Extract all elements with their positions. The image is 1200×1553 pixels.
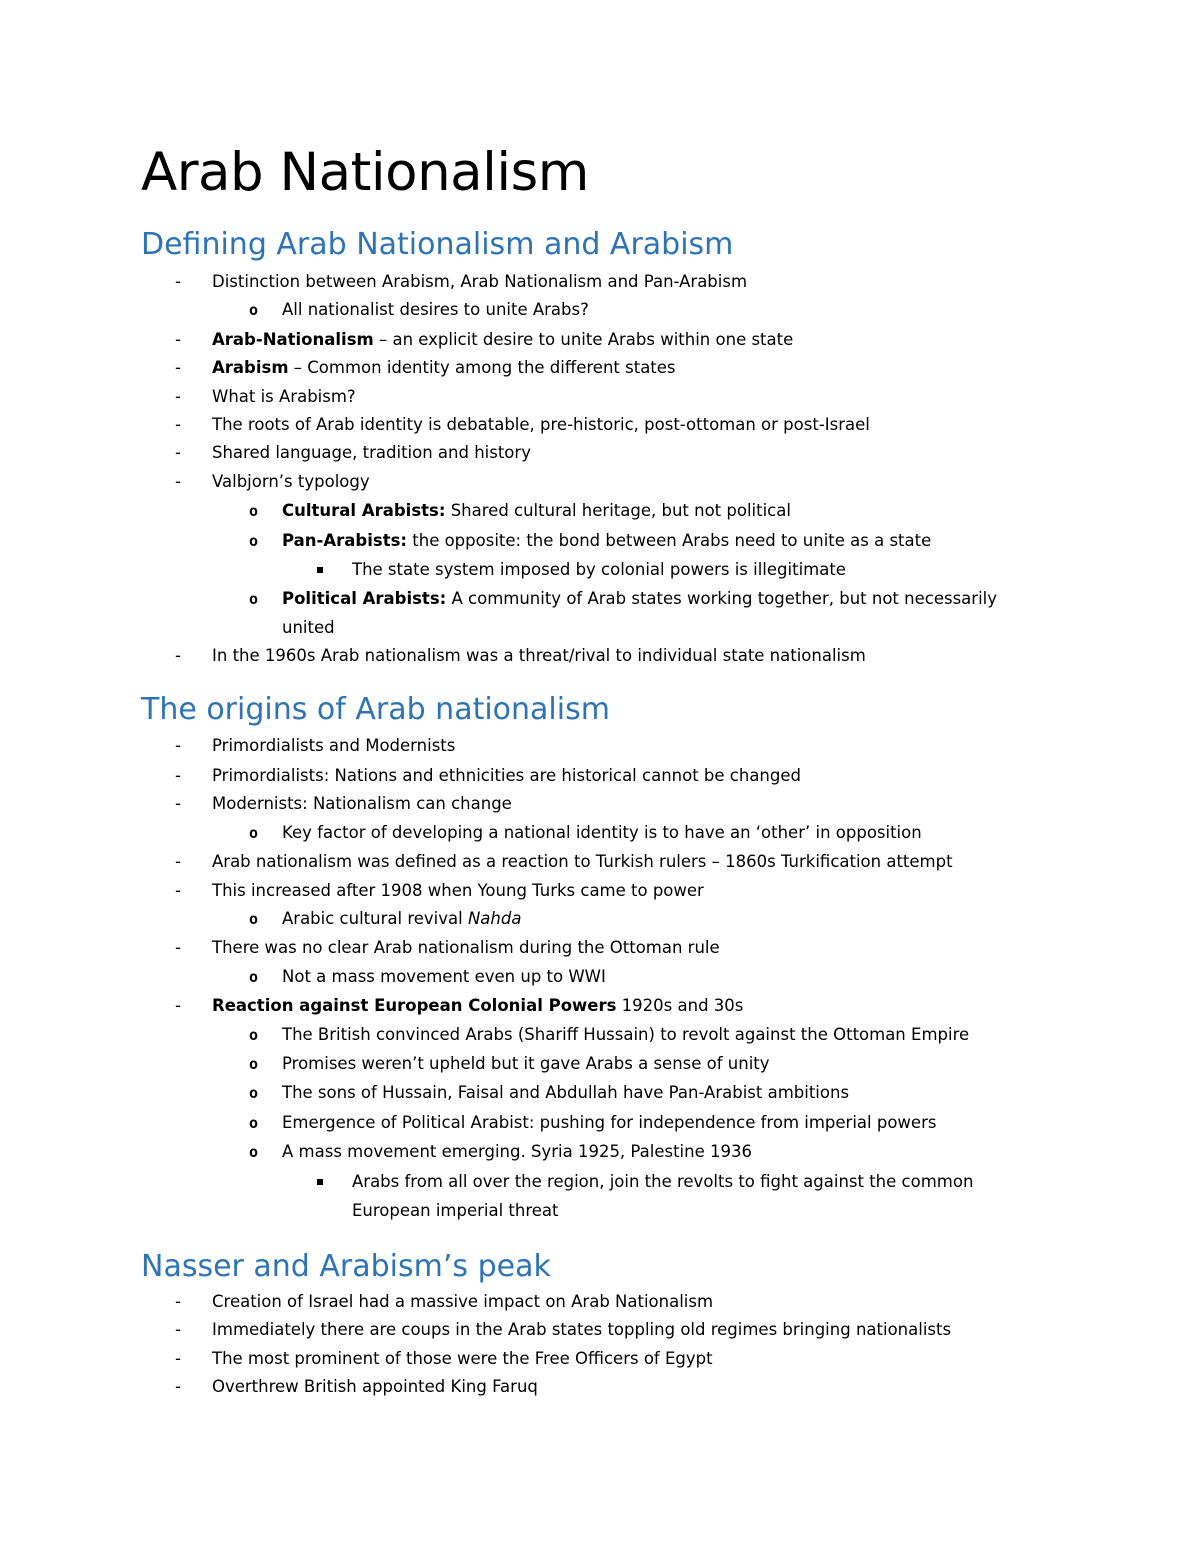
document-title: Arab Nationalism bbox=[141, 142, 589, 203]
circle-bullet: o bbox=[249, 590, 259, 608]
list-item: - Arabism – Common identity among the different states bbox=[175, 358, 676, 377]
circle-bullet: o bbox=[249, 968, 259, 986]
list-item: o Promises weren’t upheld but it gave Arabs a sense of unity bbox=[249, 1054, 770, 1073]
dash-bullet: - bbox=[175, 1320, 181, 1339]
list-item: - Distinction between Arabism, Arab Nationalism and Pan-Arabism bbox=[175, 272, 748, 291]
list-item: o All nationalist desires to unite Arabs? bbox=[249, 300, 589, 319]
circle-bullet: o bbox=[249, 502, 259, 520]
circle-bullet: o bbox=[249, 824, 259, 842]
list-item-continuation: European imperial threat bbox=[352, 1201, 559, 1220]
list-item: - Arab-Nationalism – an explicit desire to unite Arabs within one state bbox=[175, 330, 794, 349]
dash-bullet: - bbox=[175, 881, 181, 900]
dash-bullet: - bbox=[175, 358, 181, 377]
list-item: - This increased after 1908 when Young Turks came to power bbox=[175, 881, 704, 900]
dash-bullet: - bbox=[175, 387, 181, 406]
list-item: o Key factor of developing a national identity is to have an ‘other’ in opposition bbox=[249, 823, 922, 842]
list-item: o Cultural Arabists: Shared cultural heritage, but not political bbox=[249, 501, 791, 520]
dash-bullet: - bbox=[175, 794, 181, 813]
dash-bullet: - bbox=[175, 852, 181, 871]
section-heading-origins: The origins of Arab nationalism bbox=[141, 692, 610, 727]
dash-bullet: - bbox=[175, 938, 181, 957]
list-item: - Shared language, tradition and history bbox=[175, 443, 531, 462]
dash-bullet: - bbox=[175, 1377, 181, 1396]
list-item: o Arabic cultural revival Nahda bbox=[249, 909, 522, 928]
dash-bullet: - bbox=[175, 996, 181, 1015]
list-item: The state system imposed by colonial powers is illegitimate bbox=[352, 559, 846, 581]
dash-bullet: - bbox=[175, 443, 181, 462]
list-item: - Reaction against European Colonial Powers 1920s and 30s bbox=[175, 996, 744, 1015]
circle-bullet: o bbox=[249, 1055, 259, 1073]
list-item: o Political Arabists: A community of Arab states working together, but not necessarily bbox=[249, 589, 998, 608]
dash-bullet: - bbox=[175, 472, 181, 491]
list-item: Arabs from all over the region, join the revolts to fight against the common bbox=[352, 1171, 973, 1193]
dash-bullet: - bbox=[175, 415, 181, 434]
dash-bullet: - bbox=[175, 646, 181, 665]
list-item: - In the 1960s Arab nationalism was a threat/rival to individual state nationalism bbox=[175, 646, 866, 665]
dash-bullet: - bbox=[175, 1292, 181, 1311]
list-item: o Not a mass movement even up to WWI bbox=[249, 967, 606, 986]
list-item: - Arab nationalism was defined as a reaction to Turkish rulers – 1860s Turkification attempt bbox=[175, 852, 953, 871]
list-item: - What is Arabism? bbox=[175, 387, 356, 406]
list-item: - Modernists: Nationalism can change bbox=[175, 794, 512, 813]
square-bullet bbox=[317, 1179, 323, 1185]
list-item: - Valbjorn’s typology bbox=[175, 472, 370, 491]
dash-bullet: - bbox=[175, 330, 181, 349]
list-item: - The roots of Arab identity is debatable, pre-historic, post-ottoman or post-Israel bbox=[175, 415, 870, 434]
list-item: - The most prominent of those were the Free Officers of Egypt bbox=[175, 1349, 713, 1368]
square-bullet bbox=[317, 567, 323, 573]
list-item: - Primordialists and Modernists bbox=[175, 736, 456, 755]
circle-bullet: o bbox=[249, 1143, 259, 1161]
section-heading-defining: Defining Arab Nationalism and Arabism bbox=[141, 227, 734, 262]
dash-bullet: - bbox=[175, 272, 181, 291]
circle-bullet: o bbox=[249, 301, 259, 319]
section-heading-nasser: Nasser and Arabism’s peak bbox=[141, 1249, 551, 1284]
circle-bullet: o bbox=[249, 1084, 259, 1102]
dash-bullet: - bbox=[175, 766, 181, 785]
circle-bullet: o bbox=[249, 910, 259, 928]
list-item: - Overthrew British appointed King Faruq bbox=[175, 1377, 538, 1396]
dash-bullet: - bbox=[175, 1349, 181, 1368]
dash-bullet: - bbox=[175, 736, 181, 755]
list-item: o A mass movement emerging. Syria 1925, Palestine 1936 bbox=[249, 1142, 752, 1161]
list-item: o Emergence of Political Arabist: pushing for independence from imperial powers bbox=[249, 1113, 937, 1132]
list-item: o The sons of Hussain, Faisal and Abdullah have Pan-Arabist ambitions bbox=[249, 1083, 850, 1102]
list-item: - There was no clear Arab nationalism during the Ottoman rule bbox=[175, 938, 720, 957]
circle-bullet: o bbox=[249, 532, 259, 550]
list-item: o Pan-Arabists: the opposite: the bond between Arabs need to unite as a state bbox=[249, 531, 932, 550]
list-item: - Immediately there are coups in the Arab states toppling old regimes bringing nationalists bbox=[175, 1320, 952, 1339]
list-item-continuation: united bbox=[282, 618, 335, 637]
list-item: - Creation of Israel had a massive impact on Arab Nationalism bbox=[175, 1292, 714, 1311]
circle-bullet: o bbox=[249, 1026, 259, 1044]
list-item: - Primordialists: Nations and ethnicities are historical cannot be changed bbox=[175, 766, 801, 785]
list-item: o The British convinced Arabs (Shariff Hussain) to revolt against the Ottoman Empire bbox=[249, 1025, 970, 1044]
circle-bullet: o bbox=[249, 1114, 259, 1132]
